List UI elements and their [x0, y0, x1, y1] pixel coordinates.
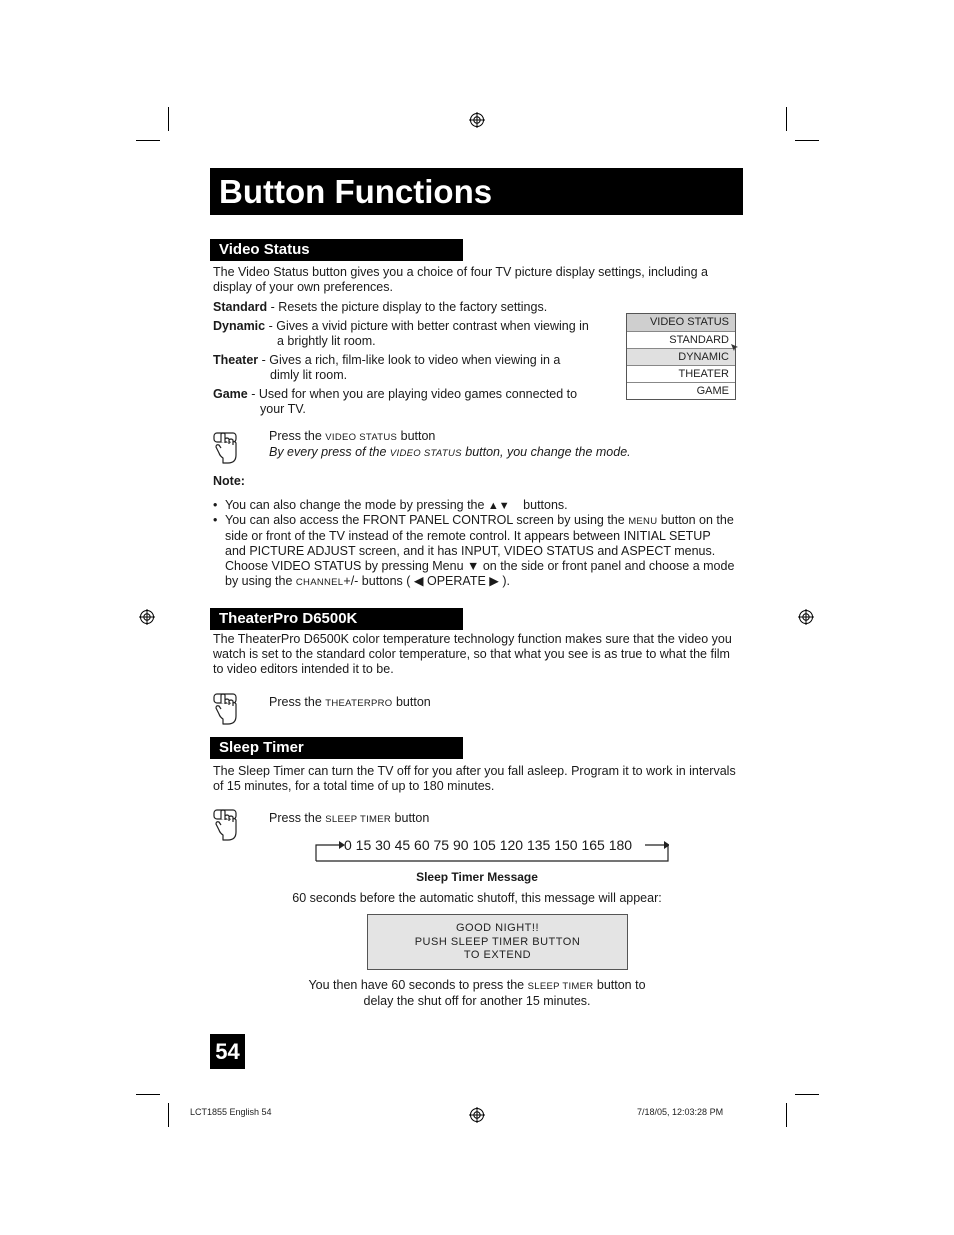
- text: You can also change the mode by pressing the: [225, 498, 488, 512]
- up-down-arrows-icon: ▲▼: [487, 500, 510, 512]
- mode-description: - Gives a vivid picture with better contrast when viewing in: [265, 319, 589, 333]
- timer-sequence: 0 15 30 45 60 75 90 105 120 135 150 165 180: [344, 837, 633, 853]
- text: button: [392, 695, 431, 709]
- text: button to: [593, 978, 646, 992]
- text-line: display of your own preferences.: [213, 280, 393, 294]
- crop-mark: [168, 107, 169, 131]
- registration-mark-icon: [469, 112, 485, 128]
- cursor-arrow-icon: [730, 343, 739, 352]
- text-line: The TheaterPro D6500K color temperature technology function makes sure that the video you: [213, 632, 732, 646]
- remote-hand-icon: [213, 692, 239, 726]
- text: You can also access the FRONT PANEL CONTROL screen by using the: [225, 513, 629, 527]
- mode-name: Standard: [213, 300, 268, 314]
- message-line: PUSH SLEEP TIMER BUTTON: [414, 935, 581, 948]
- text: buttons.: [519, 498, 568, 512]
- menu-title: VIDEO STATUS: [627, 314, 735, 331]
- button-name: SLEEP TIMER: [527, 981, 594, 992]
- text-line: Choose VIDEO STATUS by pressing Menu ▼ on the side or front panel and choose a mode: [225, 559, 735, 573]
- video-status-intro: [213, 265, 708, 295]
- remote-hand-icon: [213, 808, 239, 842]
- page-number: 54: [210, 1034, 245, 1069]
- crop-mark: [795, 140, 819, 141]
- registration-mark-icon: [139, 609, 155, 625]
- text: button: [397, 429, 436, 443]
- text-line: watch is set to the standard color temperature, so that what you see is as true to what the film: [213, 647, 730, 661]
- text: Press the: [269, 429, 326, 443]
- footer-right: 7/18/05, 12:03:28 PM: [637, 1107, 724, 1117]
- text: You then have 60 seconds to press the: [308, 978, 528, 992]
- sleep-timer-message-intro: 60 seconds before the automatic shutoff, this message will appear:: [292, 891, 662, 905]
- text: button on the: [657, 513, 734, 527]
- page-title: Button Functions: [210, 168, 743, 215]
- text-line: side or front of the TV instead of the remote control. It appears between INITIAL SETUP: [225, 529, 711, 543]
- bullet: •: [213, 513, 218, 527]
- button-name: THEATERPRO: [325, 698, 393, 709]
- text-line: The Video Status button gives you a choice of four TV picture display settings, including a: [213, 265, 708, 279]
- text: Press the: [269, 695, 326, 709]
- section-heading-video-status: Video Status: [210, 239, 463, 261]
- section-heading-theaterpro: TheaterPro D6500K: [210, 608, 463, 630]
- text: button, you change the mode.: [461, 445, 631, 459]
- button-name: VIDEO STATUS: [389, 448, 462, 459]
- mode-description: dimly lit room.: [270, 368, 348, 382]
- registration-mark-icon: [469, 1107, 485, 1123]
- menu-option-dynamic[interactable]: DYNAMIC: [627, 348, 735, 365]
- button-name: SLEEP TIMER: [325, 814, 392, 825]
- text: +/- buttons ( ◀ OPERATE ▶ ).: [343, 574, 510, 588]
- video-status-press-instruction: [269, 429, 631, 461]
- button-name: CHANNEL: [295, 577, 344, 588]
- text-line: to video editors intended it to be.: [213, 662, 394, 676]
- crop-mark: [136, 140, 160, 141]
- note-bullet: [213, 513, 734, 590]
- mode-game: [213, 387, 577, 417]
- text-line: delay the shut off for another 15 minutes.: [363, 994, 591, 1008]
- mode-name: Theater: [213, 353, 259, 367]
- theaterpro-description: [213, 632, 732, 677]
- footer-left: LCT1855 English 54: [190, 1107, 272, 1117]
- crop-mark: [795, 1094, 819, 1095]
- button-name: VIDEO STATUS: [325, 432, 398, 443]
- menu-option-game[interactable]: GAME: [627, 382, 735, 399]
- text: button: [391, 811, 430, 825]
- mode-description: - Gives a rich, film-like look to video when viewing in a: [258, 353, 561, 367]
- mode-description: a brightly lit room.: [277, 334, 376, 348]
- menu-option-theater[interactable]: THEATER: [627, 365, 735, 382]
- text: By every press of the: [269, 445, 390, 459]
- mode-dynamic: [213, 319, 589, 349]
- mode-description: your TV.: [260, 402, 306, 416]
- sleep-timer-message-box: [367, 914, 628, 970]
- bullet: •: [213, 498, 218, 512]
- crop-mark: [786, 1103, 787, 1127]
- sleep-timer-description: [213, 764, 736, 794]
- mode-name: Dynamic: [213, 319, 266, 333]
- crop-mark: [136, 1094, 160, 1095]
- text: by using the: [225, 574, 296, 588]
- mode-standard: [213, 300, 547, 315]
- text-line: and PICTURE ADJUST screen, and it has INPUT, VIDEO STATUS and ASPECT menus.: [225, 544, 716, 558]
- sleep-timer-message-heading: Sleep Timer Message: [416, 870, 538, 884]
- video-status-menu: [626, 313, 736, 400]
- mode-theater: [213, 353, 560, 383]
- mode-name: Game: [213, 387, 248, 401]
- crop-mark: [786, 107, 787, 131]
- text: Press the: [269, 811, 326, 825]
- text-line: The Sleep Timer can turn the TV off for you after you fall asleep. Program it to work in intervals: [213, 764, 736, 778]
- note-bullet: [213, 498, 568, 514]
- sleep-timer-after-text: [0, 978, 954, 1009]
- theaterpro-press-instruction: [269, 695, 431, 711]
- note-label: Note:: [213, 474, 245, 488]
- text-line: of 15 minutes, for a total time of up to 180 minutes.: [213, 779, 495, 793]
- crop-mark: [168, 1103, 169, 1127]
- menu-option-standard[interactable]: STANDARD: [627, 331, 735, 348]
- button-name: MENU: [628, 516, 658, 527]
- mode-description: - Used for when you are playing video games connected to: [247, 387, 578, 401]
- remote-hand-icon: [213, 431, 239, 465]
- sleep-timer-press-instruction: [269, 811, 429, 827]
- section-heading-sleep-timer: Sleep Timer: [210, 737, 463, 759]
- mode-description: - Resets the picture display to the factory settings.: [267, 300, 548, 314]
- registration-mark-icon: [798, 609, 814, 625]
- message-line: GOOD NIGHT!!: [456, 922, 539, 934]
- message-line: TO EXTEND: [463, 949, 532, 961]
